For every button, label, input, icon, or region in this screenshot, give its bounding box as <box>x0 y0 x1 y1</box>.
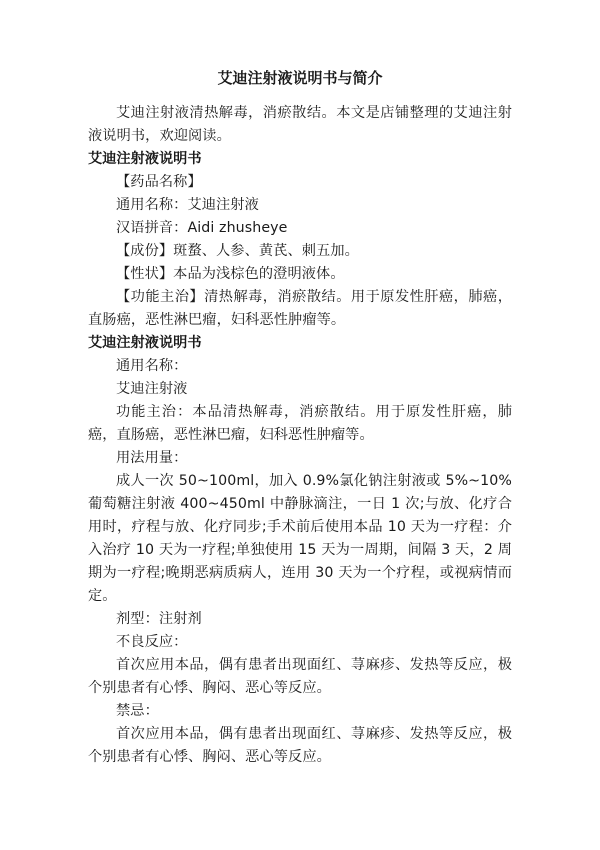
section1-drug-name-label: 【药品名称】 <box>116 174 202 190</box>
section1-heading: 艾迪注射液说明书 <box>88 151 202 167</box>
section2-dosage-label: 用法用量： <box>116 450 188 466</box>
section2-adverse-label: 不良反应： <box>116 634 188 650</box>
document-title: 艾迪注射液说明书与简介 <box>217 69 383 87</box>
section2-indications: 功能主治：本品清热解毒，消瘀散结。用于原发性肝癌，肺癌，直肠癌，恶性淋巴瘤，妇科恶性肿瘤等。 <box>88 404 512 443</box>
section1-indications: 【功能主治】清热解毒，消瘀散结。用于原发性肝癌，肺癌，直肠癌，恶性淋巴瘤，妇科恶性肿瘤等。 <box>88 289 512 328</box>
section2-heading: 艾迪注射液说明书 <box>88 335 202 351</box>
section2-generic-name-label: 通用名称： <box>116 358 188 374</box>
section2-generic-name: 艾迪注射液 <box>116 381 188 397</box>
section2-contraindications-text: 首次应用本品，偶有患者出现面红、荨麻疹、发热等反应，极个别患者有心悸、胸闷、恶心等反应。 <box>88 726 512 765</box>
section2-dosage-text: 成人一次 50~100ml，加入 0.9%氯化钠注射液或 5%~10%葡萄糖注射液 400~450ml 中静脉滴注，一日 1 次;与放、化疗合用时，疗程与放、化疗同步;手术前后使用本品 10 天为一疗程：介入治疗 10 天为一疗程;单独使用 15 天为一周期，间隔 3 天，2 周期为一疗程;晚期恶病质病人，连用 30 天为一个疗程，或视病情而定。 <box>88 473 512 604</box>
section2-contraindications-label: 禁忌： <box>116 703 159 719</box>
section1-appearance: 【性状】本品为浅棕色的澄明液体。 <box>116 266 345 282</box>
section1-generic-name: 通用名称：艾迪注射液 <box>116 197 259 213</box>
section1-pinyin: 汉语拼音：Aidi zhusheye <box>116 220 288 236</box>
section2-dosage-form: 剂型：注射剂 <box>116 611 202 627</box>
section1-ingredients: 【成份】斑蝥、人参、黄芪、刺五加。 <box>116 243 359 259</box>
section2-adverse-text: 首次应用本品，偶有患者出现面红、荨麻疹、发热等反应，极个别患者有心悸、胸闷、恶心等反应。 <box>88 657 512 696</box>
intro-paragraph: 艾迪注射液清热解毒，消瘀散结。本文是店铺整理的艾迪注射液说明书，欢迎阅读。 <box>88 105 512 144</box>
